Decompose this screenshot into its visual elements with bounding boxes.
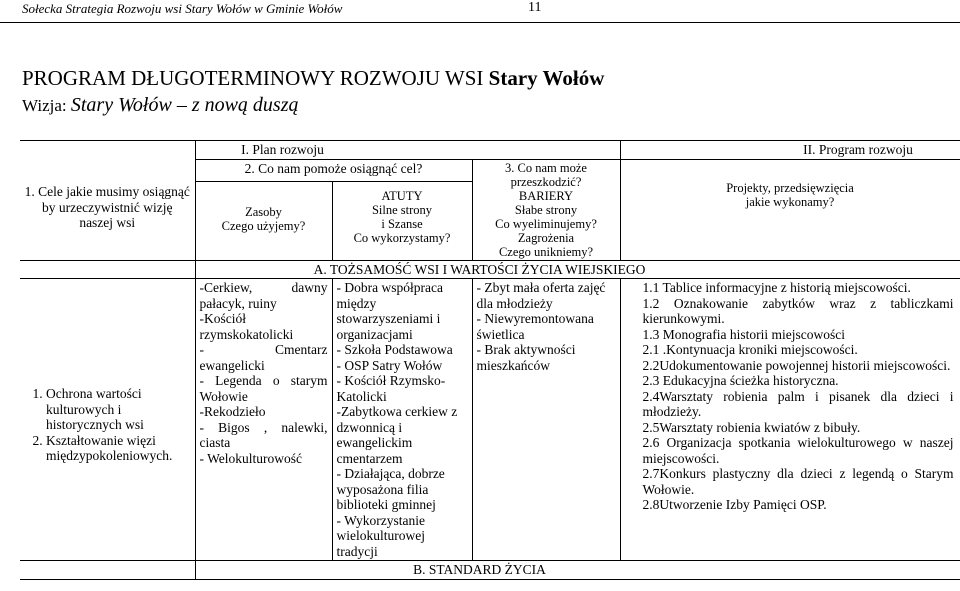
title-prefix: PROGRAM DŁUGOTERMINOWY ROZWOJU WSI: [22, 66, 489, 90]
page-header: [0, 0, 960, 23]
atuty-line2: i Szanse: [381, 216, 423, 231]
project-item: 2.5Warsztaty robienia kwiatów z bibuły.: [642, 419, 861, 435]
projects-heading-line1: Projekty, przedsięwzięcia: [726, 180, 854, 195]
resources-cell: [195, 279, 332, 561]
resource-item: - Bigos , nalewki, ciasta: [199, 419, 328, 450]
section-b-heading: B. STANDARD ŻYCIA: [195, 561, 960, 580]
goals-cell: [20, 279, 195, 561]
project-item: 2.2Udokumentowanie powojennej historii miejscowości.: [642, 357, 951, 373]
barriers-cell: [472, 279, 620, 561]
resource-item: -Cerkiew, dawny pałacyk, ruiny: [199, 280, 328, 311]
strengths-header: [332, 181, 472, 260]
strength-item: - Szkoła Podstawowa: [336, 342, 453, 357]
project-item: 1.3 Monografia historii miejscowości: [642, 326, 845, 342]
q3-line1: 3. Co nam może: [505, 160, 587, 175]
project-item: 2.8Utworzenie Izby Pamięci OSP.: [642, 497, 827, 512]
project-item: 1.2 Oznakowanie zabytków wraz z tabliczkami kierunkowymi.: [642, 295, 954, 326]
goal-item: 1. Ochrona wartości kulturowych i historycznych wsi: [46, 386, 191, 433]
header-document-title: Sołecka Strategia Rozwoju wsi Stary Wołów w Gminie Wołów: [22, 1, 343, 16]
bariery-line3: Zagrożenia: [517, 230, 575, 245]
atuty-line3: Co wykorzystamy?: [353, 230, 451, 245]
zasoby-title: Zasoby: [245, 204, 282, 219]
title-village: Stary Wołów: [488, 66, 605, 90]
project-item: 2.7Konkurs plastyczny dla dzieci z legendą o Starym Wołowie.: [642, 466, 954, 497]
project-item: 2.6 Organizacja spotkania wielokulturowego w naszej miejscowości.: [642, 435, 954, 466]
projects-cell: [620, 279, 960, 561]
section-a-left-spacer: [20, 260, 195, 279]
bariery-line1: Słabe strony: [514, 202, 578, 217]
atuty-title: ATUTY: [381, 188, 423, 203]
project-item: 1.1 Tablice informacyjne z historią miejscowości.: [642, 280, 911, 295]
page-number: 11: [528, 0, 542, 15]
goals-column-header: [20, 141, 195, 261]
strengths-cell: [332, 279, 472, 561]
strength-item: - Dobra współpraca między stowarzyszeniami i organizacjami: [336, 280, 443, 342]
resource-item: -Kościół rzymskokatolicki: [199, 311, 294, 342]
goals-heading: 1. Cele jakie musimy osiągnąć by urzeczywistnić wizję naszej wsi: [24, 184, 190, 230]
goals-list: [24, 386, 191, 464]
projects-header-cell: [620, 159, 960, 260]
q3-line2: przeszkodzić?: [510, 174, 582, 189]
program-title: [22, 66, 604, 91]
atuty-line1: Silne strony: [371, 202, 433, 217]
bariery-title: BARIERY: [518, 188, 574, 203]
resource-item: - Welokulturowość: [199, 450, 303, 466]
vision-text: Stary Wołów – z nową duszą: [70, 94, 299, 116]
bariery-line2: Co wyeliminujemy?: [495, 216, 597, 231]
barrier-item: - Brak aktywności mieszkańców: [476, 342, 576, 373]
resource-item: -Rekodzieło: [199, 404, 266, 419]
zasoby-question: Czego użyjemy?: [221, 218, 306, 233]
project-item: 2.3 Edukacyjna ścieżka historyczna.: [642, 373, 839, 388]
strategy-table: [20, 140, 960, 580]
projects-heading-line2: jakie wykonamy?: [745, 194, 835, 209]
strength-item: -Zabytkowa cerkiew z dzwonnicą i ewangelickim cmentarzem: [336, 404, 458, 466]
vision-label: Wizja:: [22, 96, 71, 115]
project-item: 2.4Warsztaty robienia palm i pisanek dla dzieci i młodzieży.: [642, 388, 954, 419]
strength-item: - Działająca, dobrze wyposażona filia biblioteki gminnej: [336, 466, 445, 512]
project-item: 2.1 .Kontynuacja kroniki miejscowości.: [642, 342, 858, 357]
resource-item: - Legenda o starym Wołowie: [199, 373, 328, 404]
barrier-item: - Niewyremontowana świetlica: [476, 311, 594, 342]
strength-item: - Kościół Rzymsko-Katolicki: [336, 373, 446, 404]
section-b-left-spacer: [20, 561, 195, 580]
resource-item: - Cmentarz ewangelicki: [199, 342, 328, 373]
vision-line: [22, 94, 299, 117]
goal-item: 2. Kształtowanie więzi międzypokoleniowych.: [46, 433, 191, 464]
resources-header: [195, 181, 332, 260]
plan-header: I. Plan rozwoju: [195, 141, 620, 160]
bariery-line4: Czego unikniemy?: [498, 244, 594, 259]
strength-item: - OSP Satry Wołów: [336, 357, 443, 373]
strength-item: - Wykorzystanie wielokulturowej tradycji: [336, 512, 426, 559]
program-header: II. Program rozwoju: [620, 141, 960, 160]
section-a-heading: A. TOŻSAMOŚĆ WSI I WARTOŚCI ŻYCIA WIEJSKIEGO: [195, 260, 960, 279]
barriers-header-cell: [472, 159, 620, 260]
q2-heading: 2. Co nam pomoże osiągnąć cel?: [195, 159, 472, 181]
barrier-item: - Zbyt mała oferta zajęć dla młodzieży: [476, 280, 606, 311]
